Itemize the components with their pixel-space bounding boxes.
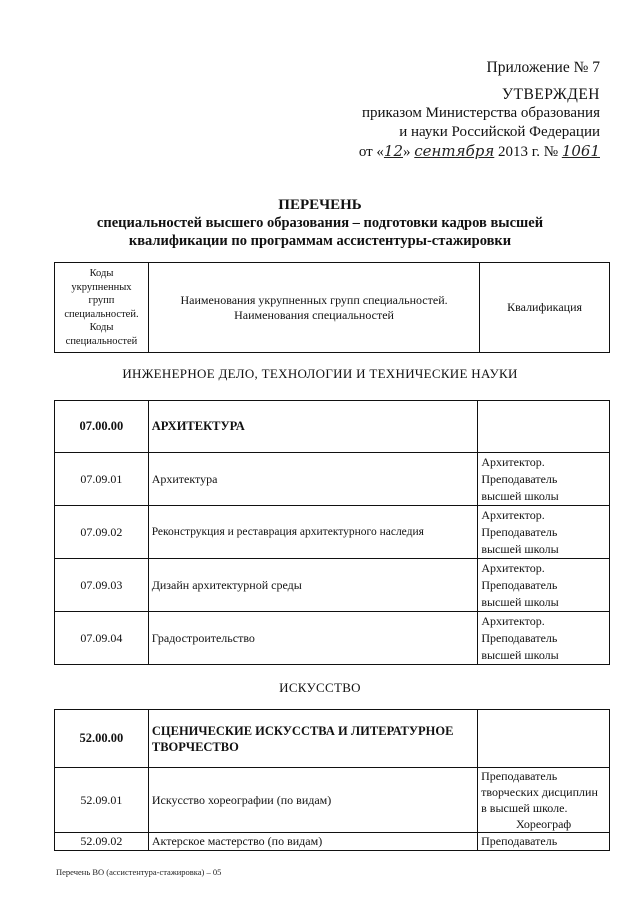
group-row <box>55 710 610 768</box>
qualification <box>478 612 610 665</box>
qualification-line: творческих дисциплин <box>481 785 598 799</box>
qualification-line: высшей школы <box>481 488 559 503</box>
header-codes-cell <box>55 263 149 353</box>
qualification-line: Преподаватель <box>481 630 558 645</box>
table-row <box>55 506 610 559</box>
header-table <box>54 262 610 353</box>
specialty-name: Искусство хореографии (по видам) <box>148 768 477 833</box>
qualification <box>478 833 610 851</box>
header-codes-line: укрупненных <box>71 281 132 293</box>
specialty-code: 07.09.01 <box>55 453 149 506</box>
approved-label: УТВЕРЖДЕН <box>502 86 600 103</box>
header-codes-line: Коды <box>89 322 114 333</box>
section-title: ИСКУССТВО <box>279 680 361 695</box>
specialty-code: 52.09.01 <box>55 768 149 833</box>
header-codes-line: специальностей. <box>64 308 139 320</box>
group-name: АРХИТЕКТУРА <box>148 401 478 453</box>
specialty-name: Архитектура <box>148 453 478 506</box>
specialty-name: Дизайн архитектурной среды <box>148 559 478 612</box>
document-title <box>0 196 640 250</box>
qualification <box>478 453 610 506</box>
section-table <box>54 709 610 851</box>
page-footer: Перечень ВО (ассистентура-стажировка) – 05 <box>56 867 222 877</box>
order-date-line <box>359 142 600 162</box>
approval-block <box>359 58 600 162</box>
group-code: 52.00.00 <box>55 710 149 768</box>
qualification-line: высшей школы <box>481 647 559 662</box>
header-codes-line: Коды <box>89 268 114 279</box>
date-month: сентября <box>414 142 495 160</box>
specialty-name: Градостроительство <box>148 612 478 665</box>
specialty-name: Актерское мастерство (по видам) <box>148 833 477 851</box>
group-code: 07.00.00 <box>55 401 149 453</box>
qualification-line: Преподаватель <box>481 769 558 783</box>
date-year: 2013 г. № <box>494 144 562 160</box>
appendix-label: Приложение № 7 <box>486 59 600 76</box>
qualification <box>478 559 610 612</box>
table-row <box>55 768 610 833</box>
qualification-line: Преподаватель <box>481 577 558 592</box>
qualification-line: Архитектор. <box>481 454 545 469</box>
order-line-2: и науки Российской Федерации <box>399 124 600 140</box>
group-name-line: ТВОРЧЕСТВО <box>151 739 239 754</box>
table-row <box>55 453 610 506</box>
specialty-code: 07.09.04 <box>55 612 149 665</box>
qualification-line: в высшей школе. <box>481 801 568 815</box>
qualification-line: Архитектор. <box>481 560 545 575</box>
qualification-line: Архитектор. <box>481 507 545 522</box>
title-line-2: специальностей высшего образования – подготовки кадров высшей <box>96 215 544 231</box>
specialty-code: 52.09.02 <box>55 833 149 851</box>
table-row <box>55 612 610 665</box>
order-number: 1061 <box>561 142 600 160</box>
qualification-line: Преподаватель <box>481 524 558 539</box>
section-table <box>54 400 610 665</box>
date-day: 12 <box>383 142 404 160</box>
title-line-1: ПЕРЕЧЕНЬ <box>278 197 362 213</box>
header-codes-line: групп <box>88 295 115 306</box>
qualification-line: Архитектор. <box>481 613 545 628</box>
qualification-line: Преподаватель <box>481 471 558 486</box>
order-line-1: приказом Министерства образования <box>362 105 600 121</box>
date-mid: » <box>403 144 415 160</box>
specialty-code: 07.09.02 <box>55 506 149 559</box>
group-qualification <box>478 710 610 768</box>
qualification-line: высшей школы <box>481 541 559 556</box>
header-names-cell <box>148 263 479 353</box>
header-names-line: Наименования укрупненных групп специальностей. <box>180 292 448 307</box>
header-codes-line: специальностей <box>65 335 138 347</box>
qualification <box>478 506 610 559</box>
qualification-line: высшей школы <box>481 594 559 609</box>
title-line-3: квалификации по программам ассистентуры-стажировки <box>128 233 512 249</box>
qualification-line: Хореограф <box>515 817 572 831</box>
header-names-line: Наименования специальностей <box>234 307 394 322</box>
specialty-name: Реконструкция и реставрация архитектурного наследия <box>148 506 478 559</box>
qualification <box>478 768 610 833</box>
group-name <box>148 710 477 768</box>
header-qualification-cell: Квалификация <box>480 263 610 353</box>
specialty-code: 07.09.03 <box>55 559 149 612</box>
section-title: ИНЖЕНЕРНОЕ ДЕЛО, ТЕХНОЛОГИИ И ТЕХНИЧЕСКИЕ НАУКИ <box>122 366 518 381</box>
date-prefix: от « <box>358 144 384 160</box>
table-row <box>55 833 610 851</box>
table-row <box>55 559 610 612</box>
group-row <box>55 401 610 453</box>
qualification-line: Преподаватель <box>481 834 558 848</box>
group-name-line: СЦЕНИЧЕСКИЕ ИСКУССТВА И ЛИТЕРАТУРНОЕ <box>151 723 454 738</box>
group-qualification <box>478 401 610 453</box>
